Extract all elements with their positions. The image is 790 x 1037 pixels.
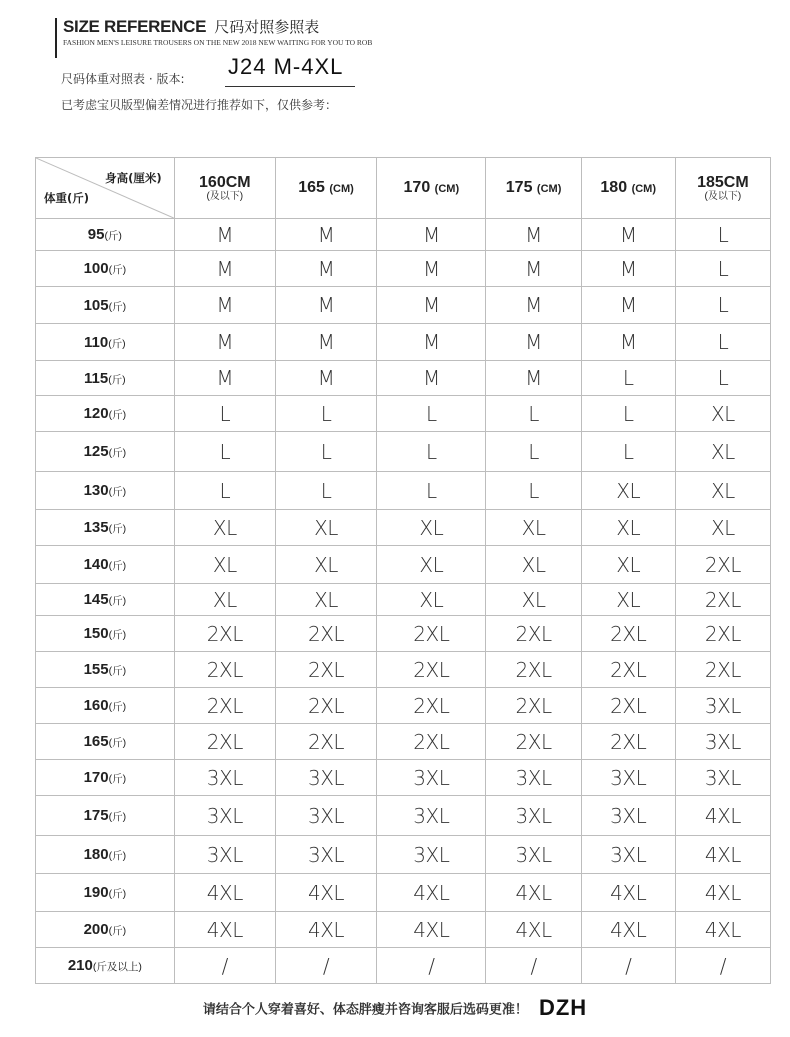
size-cell: 4XL bbox=[675, 836, 770, 874]
size-cell: L bbox=[675, 361, 770, 396]
weight-row bbox=[36, 472, 771, 510]
weight-row bbox=[36, 219, 771, 251]
weight-row bbox=[36, 324, 771, 361]
title-english: SIZE REFERENCE bbox=[63, 17, 207, 36]
weight-row-header bbox=[36, 874, 175, 912]
size-cell: L bbox=[486, 432, 581, 472]
size-cell: XL bbox=[486, 584, 581, 616]
weight-unit: (斤及以上) bbox=[92, 961, 142, 973]
height-column-header bbox=[675, 158, 770, 219]
weight-unit: (斤) bbox=[108, 595, 127, 607]
size-cell: M bbox=[275, 219, 376, 251]
recommendation-note: 已考虑宝贝版型偏差情况进行推荐如下，仅供参考： bbox=[61, 98, 338, 112]
weight-row-header bbox=[36, 287, 175, 324]
height-value: 180 bbox=[600, 179, 628, 196]
size-cell: 4XL bbox=[275, 912, 376, 948]
size-cell: M bbox=[377, 324, 486, 361]
weight-unit: (斤) bbox=[108, 665, 127, 677]
size-cell: 3XL bbox=[377, 796, 486, 836]
height-column-header bbox=[581, 158, 675, 219]
brand-logo: DZH bbox=[538, 995, 588, 1020]
size-cell: M bbox=[486, 361, 581, 396]
size-cell: L bbox=[581, 396, 675, 432]
size-cell: M bbox=[275, 361, 376, 396]
size-cell: 4XL bbox=[675, 796, 770, 836]
size-cell: XL bbox=[377, 584, 486, 616]
size-cell: 4XL bbox=[377, 912, 486, 948]
size-cell: 2XL bbox=[275, 724, 376, 760]
size-cell: L bbox=[275, 396, 376, 432]
height-column-header bbox=[275, 158, 376, 219]
weight-row-header bbox=[36, 616, 175, 652]
weight-row bbox=[36, 688, 771, 724]
height-qualifier: (及以下) bbox=[704, 190, 742, 202]
size-cell: M bbox=[377, 361, 486, 396]
size-cell: M bbox=[581, 324, 675, 361]
size-cell: 3XL bbox=[675, 688, 770, 724]
size-cell: M bbox=[486, 324, 581, 361]
size-cell: L bbox=[377, 432, 486, 472]
weight-unit: (斤) bbox=[108, 264, 127, 276]
weight-value: 130 bbox=[83, 482, 109, 499]
size-cell: 3XL bbox=[377, 760, 486, 796]
weight-value: 160 bbox=[83, 697, 109, 714]
version-value: J24 M-4XL bbox=[228, 54, 344, 79]
size-cell: 2XL bbox=[377, 616, 486, 652]
subtitle: FASHION MEN'S LEISURE TROUSERS ON THE NEW 2018 NEW WAITING FOR YOU TO ROB bbox=[63, 38, 373, 47]
size-cell: M bbox=[174, 251, 275, 287]
size-cell: 4XL bbox=[486, 912, 581, 948]
size-cell: 2XL bbox=[675, 616, 770, 652]
size-cell: L bbox=[581, 432, 675, 472]
weight-unit: (斤) bbox=[108, 560, 127, 572]
size-cell: L bbox=[174, 396, 275, 432]
weight-row-header bbox=[36, 948, 175, 984]
size-cell: XL bbox=[275, 510, 376, 546]
weight-unit: (斤) bbox=[108, 850, 127, 862]
weight-row-header bbox=[36, 510, 175, 546]
height-unit: (CM) bbox=[434, 183, 460, 195]
height-value: 175 bbox=[505, 179, 533, 196]
size-cell: M bbox=[486, 251, 581, 287]
size-cell: L bbox=[675, 324, 770, 361]
size-cell: 3XL bbox=[275, 836, 376, 874]
weight-value: 105 bbox=[83, 296, 109, 314]
size-cell: XL bbox=[377, 510, 486, 546]
weight-axis-label: 体重(斤) bbox=[44, 191, 90, 205]
size-cell: L bbox=[377, 472, 486, 510]
size-cell: L bbox=[675, 287, 770, 324]
size-cell: 2XL bbox=[581, 616, 675, 652]
weight-row bbox=[36, 251, 771, 287]
size-cell: / bbox=[275, 948, 376, 984]
weight-row-header bbox=[36, 912, 175, 948]
weight-row-header bbox=[36, 396, 175, 432]
size-cell: M bbox=[174, 219, 275, 251]
weight-row-header bbox=[36, 796, 175, 836]
size-cell: 2XL bbox=[377, 688, 486, 724]
size-cell: 2XL bbox=[174, 688, 275, 724]
weight-row-header bbox=[36, 724, 175, 760]
size-cell: XL bbox=[486, 510, 581, 546]
weight-unit: (斤) bbox=[108, 409, 127, 421]
weight-row bbox=[36, 546, 771, 584]
version-label: 尺码体重对照表 · 版本: bbox=[61, 72, 185, 86]
size-cell: M bbox=[377, 287, 486, 324]
size-cell: / bbox=[174, 948, 275, 984]
size-cell: 4XL bbox=[174, 874, 275, 912]
weight-value: 155 bbox=[83, 661, 109, 678]
size-cell: M bbox=[581, 219, 675, 251]
size-cell: / bbox=[486, 948, 581, 984]
size-cell: XL bbox=[275, 546, 376, 584]
size-cell: 2XL bbox=[581, 652, 675, 688]
weight-value: 140 bbox=[83, 556, 109, 573]
size-cell: L bbox=[675, 251, 770, 287]
weight-value: 180 bbox=[83, 846, 109, 863]
height-value: 160CM bbox=[199, 173, 251, 191]
size-cell: 2XL bbox=[275, 616, 376, 652]
height-axis-label: 身高(厘米) bbox=[105, 171, 162, 185]
size-cell: M bbox=[275, 324, 376, 361]
height-header-row bbox=[36, 158, 771, 219]
size-cell: L bbox=[275, 432, 376, 472]
weight-row bbox=[36, 760, 771, 796]
height-unit: (CM) bbox=[329, 183, 354, 195]
size-cell: XL bbox=[581, 584, 675, 616]
weight-row-header bbox=[36, 219, 175, 251]
size-cell: M bbox=[174, 324, 275, 361]
size-cell: 2XL bbox=[486, 688, 581, 724]
size-cell: L bbox=[377, 396, 486, 432]
weight-value: 120 bbox=[83, 405, 109, 422]
size-cell: XL bbox=[675, 472, 770, 510]
weight-row-header bbox=[36, 652, 175, 688]
size-cell: 2XL bbox=[486, 724, 581, 760]
weight-row-header bbox=[36, 361, 175, 396]
size-cell: M bbox=[486, 287, 581, 324]
weight-value: 145 bbox=[83, 591, 109, 608]
height-value: 185CM bbox=[697, 173, 749, 191]
size-cell: / bbox=[581, 948, 675, 984]
weight-value: 95 bbox=[87, 226, 105, 243]
height-unit: (CM) bbox=[536, 183, 562, 195]
size-cell: XL bbox=[174, 546, 275, 584]
weight-row bbox=[36, 287, 771, 324]
size-cell: 3XL bbox=[275, 796, 376, 836]
weight-row bbox=[36, 616, 771, 652]
size-cell: 3XL bbox=[174, 796, 275, 836]
corner-diagonal bbox=[36, 158, 174, 218]
size-cell: 4XL bbox=[675, 874, 770, 912]
weight-unit: (斤) bbox=[108, 523, 127, 535]
weight-value: 210 bbox=[67, 957, 93, 974]
size-cell: M bbox=[174, 361, 275, 396]
size-cell: 2XL bbox=[174, 652, 275, 688]
weight-row-header bbox=[36, 584, 175, 616]
size-cell: XL bbox=[581, 472, 675, 510]
size-cell: 3XL bbox=[581, 760, 675, 796]
size-cell: XL bbox=[581, 510, 675, 546]
size-cell: 2XL bbox=[675, 546, 770, 584]
title-row bbox=[63, 16, 319, 37]
size-cell: 2XL bbox=[174, 724, 275, 760]
size-cell: 2XL bbox=[275, 688, 376, 724]
corner-cell bbox=[36, 158, 175, 219]
size-cell: 3XL bbox=[486, 760, 581, 796]
header-accent-bar bbox=[55, 18, 57, 58]
size-cell: M bbox=[377, 219, 486, 251]
weight-row-header bbox=[36, 251, 175, 287]
weight-row bbox=[36, 396, 771, 432]
weight-value: 110 bbox=[83, 333, 109, 351]
size-cell: 4XL bbox=[581, 912, 675, 948]
size-cell: XL bbox=[675, 396, 770, 432]
weight-row bbox=[36, 652, 771, 688]
weight-unit: (斤) bbox=[108, 629, 127, 641]
weight-row-header bbox=[36, 432, 175, 472]
weight-row bbox=[36, 432, 771, 472]
size-cell: L bbox=[486, 396, 581, 432]
size-cell: XL bbox=[174, 584, 275, 616]
size-cell: 4XL bbox=[486, 874, 581, 912]
size-table-body bbox=[36, 219, 771, 984]
size-cell: 4XL bbox=[377, 874, 486, 912]
size-cell: 2XL bbox=[581, 724, 675, 760]
weight-row-header bbox=[36, 760, 175, 796]
size-cell: 3XL bbox=[675, 760, 770, 796]
weight-unit: (斤) bbox=[108, 300, 127, 313]
weight-value: 175 bbox=[83, 807, 109, 824]
size-cell: XL bbox=[675, 510, 770, 546]
size-cell: XL bbox=[675, 432, 770, 472]
size-cell: 4XL bbox=[275, 874, 376, 912]
weight-value: 190 bbox=[83, 884, 109, 901]
size-cell: M bbox=[486, 219, 581, 251]
height-column-header bbox=[377, 158, 486, 219]
size-cell: XL bbox=[377, 546, 486, 584]
weight-value: 150 bbox=[83, 625, 109, 642]
size-cell: 2XL bbox=[486, 616, 581, 652]
size-cell: 3XL bbox=[174, 836, 275, 874]
weight-row bbox=[36, 948, 771, 984]
size-cell: 3XL bbox=[174, 760, 275, 796]
size-cell: 2XL bbox=[675, 652, 770, 688]
weight-row bbox=[36, 584, 771, 616]
size-cell: L bbox=[174, 472, 275, 510]
weight-unit: (斤) bbox=[108, 486, 127, 498]
weight-row-header bbox=[36, 324, 175, 361]
weight-row-header bbox=[36, 836, 175, 874]
size-cell: XL bbox=[486, 546, 581, 584]
weight-value: 200 bbox=[83, 921, 109, 938]
size-cell: M bbox=[581, 251, 675, 287]
weight-value: 115 bbox=[83, 369, 109, 387]
height-qualifier: (及以下) bbox=[206, 190, 244, 202]
size-cell: XL bbox=[174, 510, 275, 546]
weight-unit: (斤) bbox=[108, 773, 127, 785]
size-cell: 2XL bbox=[275, 652, 376, 688]
weight-row-header bbox=[36, 688, 175, 724]
weight-row bbox=[36, 912, 771, 948]
size-cell: 2XL bbox=[174, 616, 275, 652]
weight-unit: (斤) bbox=[108, 447, 127, 459]
size-cell: 2XL bbox=[581, 688, 675, 724]
weight-unit: (斤) bbox=[108, 701, 127, 713]
size-cell: XL bbox=[581, 546, 675, 584]
weight-value: 100 bbox=[83, 260, 109, 277]
size-cell: / bbox=[675, 948, 770, 984]
height-unit: (CM) bbox=[631, 183, 656, 195]
size-cell: 3XL bbox=[377, 836, 486, 874]
size-cell: L bbox=[486, 472, 581, 510]
size-cell: 3XL bbox=[581, 836, 675, 874]
weight-unit: (斤) bbox=[108, 925, 127, 937]
weight-unit: (斤) bbox=[108, 888, 127, 900]
weight-value: 165 bbox=[83, 733, 109, 750]
size-cell: L bbox=[174, 432, 275, 472]
size-cell: 3XL bbox=[275, 760, 376, 796]
size-cell: M bbox=[275, 251, 376, 287]
size-cell: 3XL bbox=[486, 836, 581, 874]
weight-row-header bbox=[36, 472, 175, 510]
weight-unit: (斤) bbox=[108, 373, 126, 386]
size-cell: 2XL bbox=[486, 652, 581, 688]
height-column-header bbox=[174, 158, 275, 219]
weight-row bbox=[36, 796, 771, 836]
weight-unit: (斤) bbox=[108, 337, 126, 350]
size-cell: 3XL bbox=[486, 796, 581, 836]
size-chart-table bbox=[35, 157, 771, 984]
size-cell: M bbox=[275, 287, 376, 324]
size-cell: 3XL bbox=[581, 796, 675, 836]
weight-unit: (斤) bbox=[108, 737, 127, 749]
height-value: 170 bbox=[403, 179, 431, 196]
size-cell: XL bbox=[275, 584, 376, 616]
size-cell: L bbox=[675, 219, 770, 251]
size-cell: L bbox=[275, 472, 376, 510]
footer-note: 请结合个人穿着喜好、体态胖瘦并咨询客服后选码更准！ bbox=[202, 1002, 528, 1018]
size-cell: M bbox=[377, 251, 486, 287]
size-cell: 4XL bbox=[675, 912, 770, 948]
weight-value: 125 bbox=[83, 443, 109, 460]
version-underline bbox=[225, 86, 355, 87]
size-cell: M bbox=[581, 287, 675, 324]
weight-row bbox=[36, 836, 771, 874]
size-cell: 4XL bbox=[581, 874, 675, 912]
weight-row bbox=[36, 510, 771, 546]
weight-row-header bbox=[36, 546, 175, 584]
height-column-header bbox=[486, 158, 581, 219]
weight-value: 135 bbox=[83, 519, 109, 536]
size-cell: 3XL bbox=[675, 724, 770, 760]
weight-row bbox=[36, 361, 771, 396]
height-value: 165 bbox=[298, 179, 325, 196]
weight-value: 170 bbox=[83, 769, 109, 786]
weight-row bbox=[36, 874, 771, 912]
size-cell: 2XL bbox=[377, 652, 486, 688]
footer bbox=[0, 995, 790, 1021]
title-chinese: 尺码对照参照表 bbox=[214, 18, 320, 36]
size-cell: L bbox=[581, 361, 675, 396]
size-cell: M bbox=[174, 287, 275, 324]
size-cell: / bbox=[377, 948, 486, 984]
size-cell: 2XL bbox=[675, 584, 770, 616]
weight-row bbox=[36, 724, 771, 760]
size-cell: 2XL bbox=[377, 724, 486, 760]
size-cell: 4XL bbox=[174, 912, 275, 948]
weight-unit: (斤) bbox=[104, 230, 122, 242]
weight-unit: (斤) bbox=[108, 811, 127, 823]
